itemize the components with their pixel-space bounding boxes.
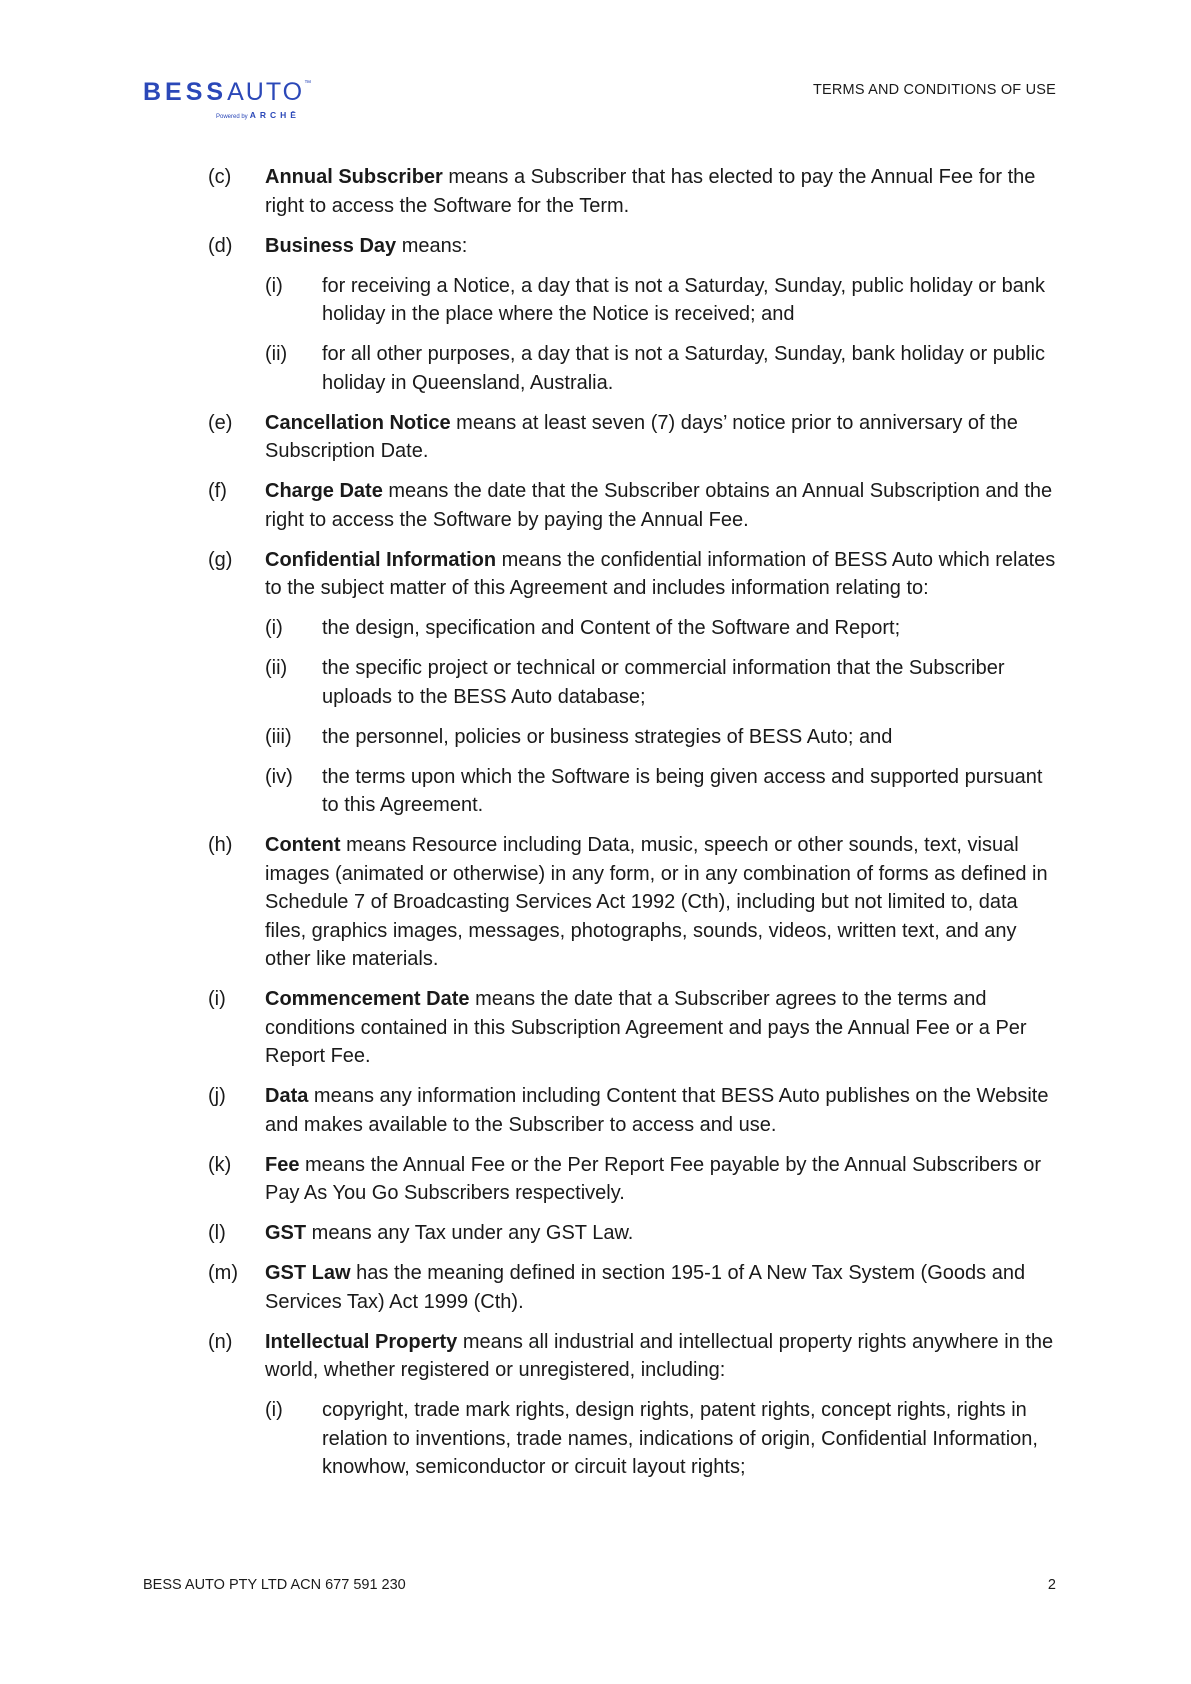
defined-term: Fee <box>265 1153 300 1176</box>
clause-number: (j) <box>208 1085 226 1107</box>
clause-number: (k) <box>208 1153 232 1176</box>
clause-body <box>265 1328 1058 1385</box>
defined-term: Intellectual Property <box>265 1330 458 1353</box>
clause-text: for receiving a Notice, a day that is not a Saturday, Sunday, public holiday or bank holiday in the place where the Notice is received; and <box>322 274 1046 325</box>
clause-body <box>265 546 1058 603</box>
sub-clause <box>265 1396 1058 1482</box>
sub-clause <box>265 723 1058 752</box>
defined-term: Confidential Information <box>265 548 497 571</box>
defined-term: Content <box>265 834 341 856</box>
clause-body <box>265 831 1058 974</box>
clause-text: means the confidential information of BESS Auto which relates to the subject matter of this Agreement and includes information relating to: <box>265 548 1056 599</box>
clause-text: the personnel, policies or business strategies of BESS Auto; and <box>322 725 893 748</box>
definition-clause <box>208 985 1058 1071</box>
sub-clause <box>265 763 1058 820</box>
sub-clause <box>265 614 1058 643</box>
clause-number: (i) <box>265 1399 283 1421</box>
defined-term: Commencement Date <box>265 988 470 1010</box>
clause-text: means the date that a Subscriber agrees to the terms and conditions contained in this Subscription Agreement and pays the Annual Fee or a Per Report Fee. <box>265 988 1027 1067</box>
sub-clause <box>265 654 1058 711</box>
clause-number: (iii) <box>265 725 292 748</box>
page-number: 2 <box>1047 1577 1056 1593</box>
clause-number: (i) <box>208 988 226 1010</box>
clause-number: (g) <box>208 548 233 571</box>
logo-bess: BESS <box>143 78 228 106</box>
clause-number: (ii) <box>265 343 288 365</box>
definitions-list <box>208 163 1058 1493</box>
definition-clause <box>208 232 1058 261</box>
defined-term: Data <box>265 1085 309 1107</box>
definition-clause <box>208 477 1058 534</box>
clause-body <box>322 340 1058 397</box>
company-logo <box>143 80 323 126</box>
clause-body <box>265 1219 1058 1248</box>
logo-arche: ARCHĒ <box>249 110 300 120</box>
clause-body <box>265 985 1058 1071</box>
clause-number: (m) <box>208 1262 238 1284</box>
logo-powered-by-text: Powered by <box>216 114 248 120</box>
clause-body <box>265 232 1058 261</box>
logo-auto: AUTO <box>227 78 305 106</box>
definition-clause <box>208 409 1058 466</box>
definition-clause <box>208 1328 1058 1385</box>
clause-text: means at least seven (7) days’ notice prior to anniversary of the Subscription Date. <box>265 411 1018 462</box>
clause-text: means Resource including Data, music, speech or other sounds, text, visual images (animated or otherwise) in any form, or in any combination of forms as defined in Schedule 7 of Broadcasting Services Act 1992 (Cth), including but not limited to, data files, graphics images, messages, photographs, sounds, videos, written text, and any other like materials. <box>265 834 1048 970</box>
definition-clause <box>208 1259 1058 1316</box>
clause-text: has the meaning defined in section 195-1 of A New Tax System (Goods and Services Tax) Act 1999 (Cth). <box>265 1262 1026 1313</box>
definition-clause <box>208 1219 1058 1248</box>
clause-body <box>265 1082 1058 1139</box>
clause-text: the design, specification and Content of the Software and Report; <box>322 617 901 639</box>
clause-number: (l) <box>208 1222 226 1244</box>
clause-body <box>322 614 1058 643</box>
logo-powered-by <box>216 110 300 120</box>
clause-number: (h) <box>208 834 233 856</box>
clause-body <box>322 272 1058 329</box>
defined-term: Business Day <box>265 234 397 257</box>
definition-clause <box>208 1151 1058 1208</box>
clause-body <box>322 763 1058 820</box>
clause-text: means all industrial and intellectual property rights anywhere in the world, whether registered or unregistered, including: <box>265 1330 1054 1381</box>
defined-term: Charge Date <box>265 480 383 502</box>
clause-body <box>322 1396 1058 1482</box>
clause-text: means the date that the Subscriber obtains an Annual Subscription and the right to access the Software by paying the Annual Fee. <box>265 480 1053 531</box>
clause-text: for all other purposes, a day that is not a Saturday, Sunday, bank holiday or public holiday in Queensland, Australia. <box>322 343 1046 394</box>
sub-clause <box>265 340 1058 397</box>
clause-body <box>265 409 1058 466</box>
clause-number: (i) <box>265 617 283 639</box>
sub-clause <box>265 272 1058 329</box>
defined-term: GST <box>265 1222 307 1244</box>
clause-number: (i) <box>265 274 283 297</box>
definition-clause <box>208 831 1058 974</box>
defined-term: GST Law <box>265 1262 351 1284</box>
clause-number: (d) <box>208 234 233 257</box>
defined-term: Annual Subscriber <box>265 166 443 188</box>
definition-clause <box>208 1082 1058 1139</box>
clause-body <box>322 654 1058 711</box>
clause-body <box>265 1151 1058 1208</box>
clause-body <box>265 477 1058 534</box>
clause-number: (iv) <box>265 765 293 788</box>
definition-clause <box>208 546 1058 603</box>
clause-body <box>322 723 1058 752</box>
clause-number: (e) <box>208 411 233 434</box>
clause-number: (c) <box>208 166 232 188</box>
clause-number: (n) <box>208 1330 233 1353</box>
clause-text: means any information including Content that BESS Auto publishes on the Website and makes available to the Subscriber to access and use. <box>265 1085 1049 1136</box>
defined-term: Cancellation Notice <box>265 411 451 434</box>
clause-number: (f) <box>208 480 227 502</box>
clause-text: copyright, trade mark rights, design rights, patent rights, concept rights, rights in relation to inventions, trade names, indications of origin, Confidential Information, knowhow, semiconductor or circuit layout rights; <box>322 1399 1038 1478</box>
clause-text: the terms upon which the Software is being given access and supported pursuant to this Agreement. <box>322 765 1043 816</box>
clause-body <box>265 163 1058 220</box>
clause-body <box>265 1259 1058 1316</box>
clause-number: (ii) <box>265 657 288 679</box>
logo-wordmark <box>143 80 323 105</box>
footer-company: BESS AUTO PTY LTD ACN 677 591 230 <box>143 1577 406 1593</box>
clause-text: means: <box>396 234 468 257</box>
clause-text: the specific project or technical or commercial information that the Subscriber uploads to the BESS Auto database; <box>322 657 1005 708</box>
definition-clause <box>208 163 1058 220</box>
logo-trademark: ™ <box>304 80 312 87</box>
document-title: TERMS AND CONDITIONS OF USE <box>812 82 1056 98</box>
clause-text: means any Tax under any GST Law. <box>306 1222 634 1244</box>
clause-text: means a Subscriber that has elected to pay the Annual Fee for the right to access the Software for the Term. <box>265 166 1036 217</box>
clause-text: means the Annual Fee or the Per Report Fee payable by the Annual Subscribers or Pay As You Go Subscribers respectively. <box>265 1153 1042 1204</box>
